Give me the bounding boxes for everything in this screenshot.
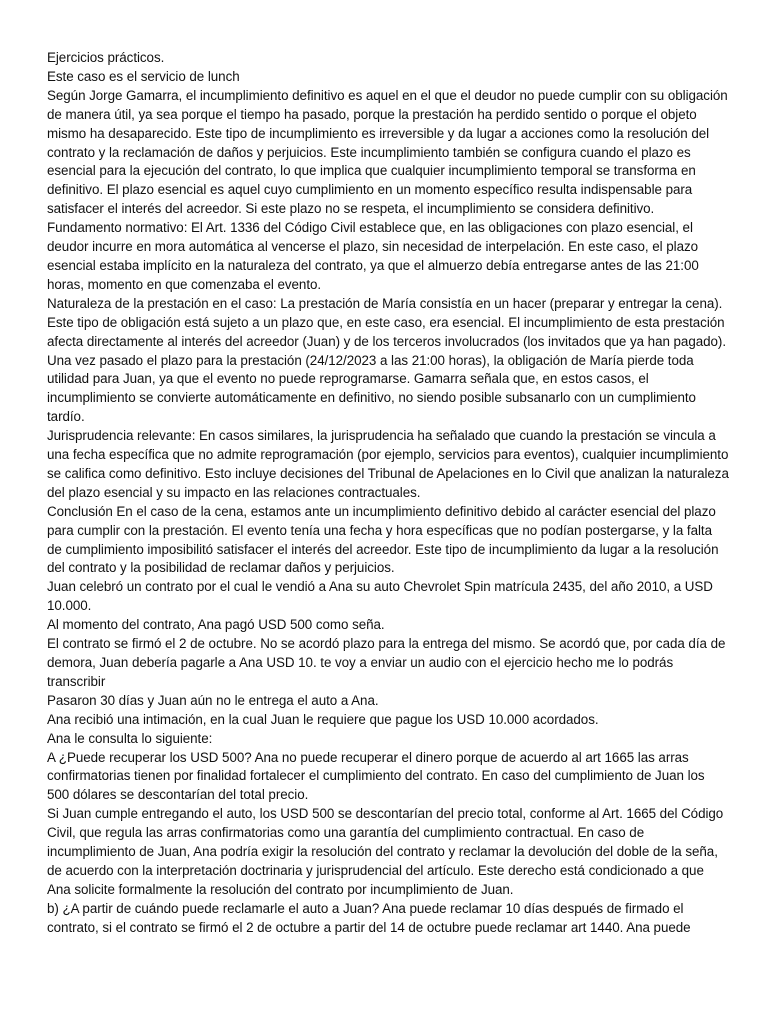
paragraph-gamarra-definition: Según Jorge Gamarra, el incumplimiento definitivo es aquel en el que el deudor no puede cumplir con su obligación de manera útil, ya sea porque el tiempo ha pasado, porque la prestación ha perdido sentido o porque el objeto mismo ha desaparecido. Este tipo de incumplimiento es irreversible y da lugar a acciones como la resolución del contrato y la reclamación de daños y perjuicios. Este incumplimiento también se configura cuando el plazo es esencial para la ejecución del contrato, lo que implica que cualquier incumplimiento temporal se transforma en definitivo. El plazo esencial es aquel cuyo cumplimiento en un momento específico resulta indispensable para satisfacer el interés del acreedor. Si este plazo no se respeta, el incumplimiento se considera definitivo.: [47, 87, 728, 217]
paragraph-question-a: A ¿Puede recuperar los USD 500? Ana no puede recuperar el dinero porque de acuerdo al art 1665 las arras confirmatorias tienen por finalidad fortalecer el cumplimiento del contrato. En caso del cumplimiento de Juan los 500 dólares se descontarían del total precio.: [47, 749, 705, 803]
paragraph-conclusion: Conclusión En el caso de la cena, estamos ante un incumplimiento definitivo debido al carácter esencial del plazo para cumplir con la prestación. El evento tenía una fecha y hora específicas que no podían postergarse, y la falta de cumplimiento imposibilitó satisfacer el interés del acreedor. Este tipo de incumplimiento da lugar a la resolución del contrato y la posibilidad de reclamar daños y perjuicios.: [47, 503, 719, 576]
paragraph-ana-asks: Ana le consulta lo siguiente:: [47, 730, 213, 746]
heading-exercises: Ejercicios prácticos.: [47, 50, 165, 65]
paragraph-question-b: b) ¿A partir de cuándo puede reclamarle el auto a Juan? Ana puede reclamar 10 días después de firmado el contrato, si el contrato se firmó el 2 de octubre a partir del 14 de octubre puede reclamar art 1440. Ana puede: [47, 900, 691, 935]
paragraph-legal-basis: Fundamento normativo: El Art. 1336 del Código Civil establece que, en las obligaciones con plazo esencial, el deudor incurre en mora automática al vencerse el plazo, sin necesidad de interpelación. En este caso, el plazo esencial estaba implícito en la naturaleza del contrato, ya que el almuerzo debía entregarse antes de las 21:00 horas, momento en que comenzaba el evento.: [47, 220, 699, 292]
paragraph-deadline-passed: Una vez pasado el plazo para la prestación (24/12/2023 a las 21:00 horas), la obligación de María pierde toda utilidad para Juan, ya que el evento no puede reprogramarse. Gamarra señala que, en estos casos, el incumplimiento se convierte automáticamente en definitivo, no siendo posible subsanarlo con un cumplimiento tardío.: [47, 352, 696, 425]
case-intro-line: Este caso es el servicio de lunch: [47, 68, 240, 84]
paragraph-nature-of-obligation: Naturaleza de la prestación en el caso: La prestación de María consistía en un hacer (preparar y entregar la cena). Este tipo de obligación está sujeto a un plazo que, en este caso, era esencial. El incumplimiento de esta prestación afecta directamente al interés del acreedor (Juan) y de los terceros involucrados (los invitados que ya han pagado).: [47, 295, 726, 349]
paragraph-arras-explanation: Si Juan cumple entregando el auto, los USD 500 se descontarían del precio total, conforme al Art. 1665 del Código Civil, que regula las arras confirmatorias como una garantía del cumplimiento contractual. En caso de incumplimiento de Juan, Ana podría exigir la resolución del contrato y reclamar la devolución del doble de la seña, de acuerdo con la interpretación doctrinaria y jurisprudencial del artículo. Este derecho está condicionado a que Ana solicite formalmente la resolución del contrato por incumplimiento de Juan.: [47, 806, 724, 897]
paragraph-intimation: Ana recibió una intimación, en la cual Juan le requiere que pague los USD 10.000 acordados.: [47, 711, 599, 727]
paragraph-car-sale: Juan celebró un contrato por el cual le vendió a Ana su auto Chevrolet Spin matrícula 2435, del año 2010, a USD 10.000.: [47, 579, 713, 614]
paragraph-contract-signed: El contrato se firmó el 2 de octubre. No se acordó plazo para la entrega del mismo. Se acordó que, por cada día de demora, Juan debería pagarle a Ana USD 10. te voy a enviar un audio con el ejercicio hecho me lo podrás transcribir: [47, 636, 726, 689]
paragraph-deposit: Al momento del contrato, Ana pagó USD 500 como seña.: [47, 617, 385, 633]
paragraph-thirty-days: Pasaron 30 días y Juan aún no le entrega el auto a Ana.: [47, 692, 379, 708]
paragraph-case-law: Jurisprudencia relevante: En casos similares, la jurisprudencia ha señalado que cuando la prestación se vincula a una fecha específica que no admite reprogramación (por ejemplo, servicios para eventos), cualquier incumplimiento se califica como definitivo. Esto incluye decisiones del Tribunal de Apelaciones en lo Civil que analizan la naturaleza del plazo esencial y su impacto en las relaciones contractuales.: [47, 428, 729, 500]
document-body: [47, 49, 730, 938]
